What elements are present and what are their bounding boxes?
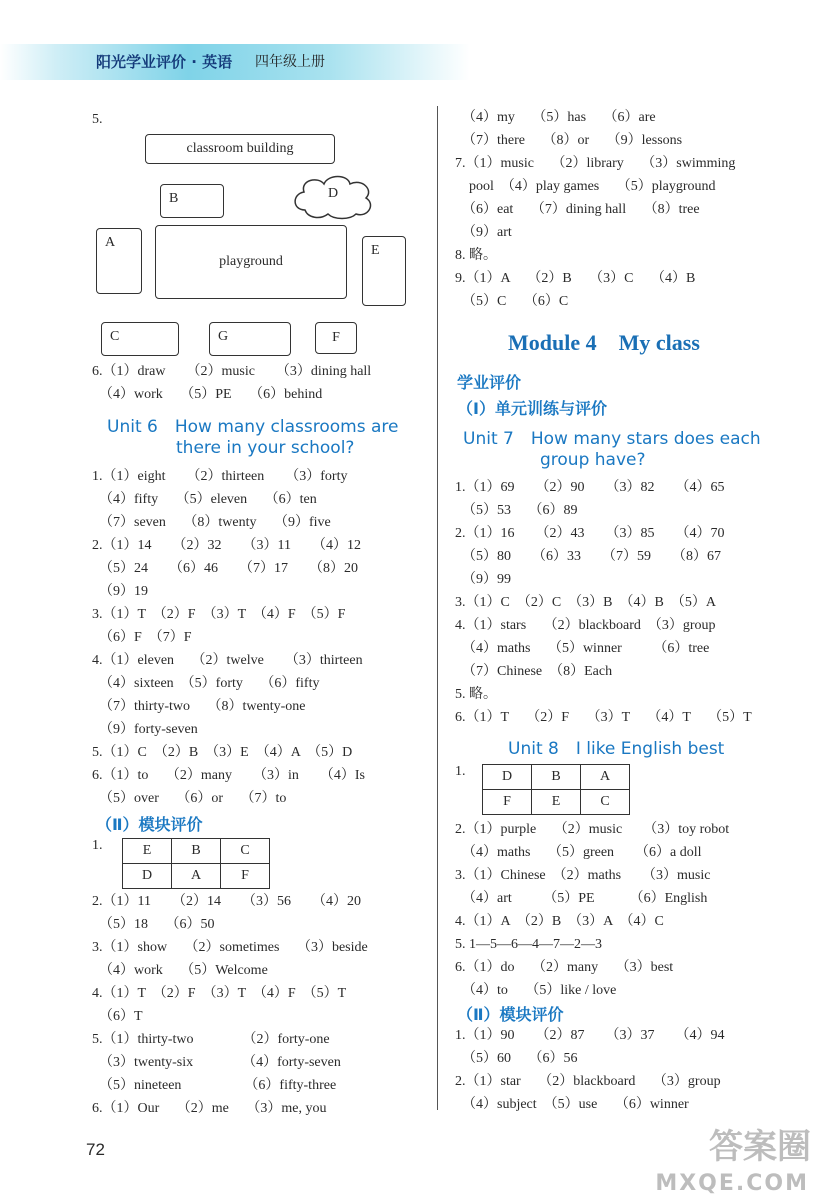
- answer-line: （5）nineteen （6）fifty-three: [92, 1078, 337, 1093]
- unit-eval-heading: （Ⅰ）单元训练与评价: [457, 399, 607, 418]
- table-cell: A: [581, 765, 630, 790]
- watermark-url: MXQE.COM: [655, 1171, 809, 1196]
- unit7-title-line1: Unit 7 How many stars does each: [463, 429, 761, 449]
- answer-line: （7）Chinese （8）Each: [455, 664, 613, 679]
- answer-line: （5）53 （6）89: [455, 503, 578, 518]
- book-title: 阳光学业评价 · 英语: [96, 53, 233, 71]
- answer-line: 6.（1）draw （2）music （3）dining hall: [92, 364, 372, 379]
- table-cell: F: [483, 790, 532, 815]
- answer-line: （4）art （5）PE （6）English: [455, 891, 708, 906]
- unit7-title-line2: group have?: [540, 450, 646, 470]
- answer-line: （9）forty-seven: [92, 722, 198, 737]
- answer-line: （7）there （8）or （9）lessons: [455, 133, 683, 148]
- answer-line: 1.（1）eight （2）thirteen （3）forty: [92, 469, 348, 484]
- answer-line: 2.（1）14 （2）32 （3）11 （4）12: [92, 538, 361, 553]
- header-banner: [0, 44, 470, 80]
- unit8-title: Unit 8 I like English best: [508, 739, 725, 759]
- map-classroom-building: classroom building: [145, 134, 335, 164]
- unit6-title-line2: there in your school?: [176, 438, 355, 458]
- answer-line: 6.（1）T （2）F （3）T （4）T （5）T: [455, 710, 752, 725]
- answer-line: （4）maths （5）winner （6）tree: [455, 641, 710, 656]
- answer-line: 9.（1）A （2）B （3）C （4）B: [455, 271, 696, 286]
- answer-line: 7.（1）music （2）library （3）swimming: [455, 156, 736, 171]
- module4-title: Module 4 My class: [508, 330, 700, 355]
- answer-line: 2.（1）11 （2）14 （3）56 （4）20: [92, 894, 361, 909]
- answer-line: 3.（1）T （2）F （3）T （4）F （5）F: [92, 607, 346, 622]
- answer-line: 6.（1）to （2）many （3）in （4）Is: [92, 768, 365, 783]
- answer-line: 3.（1）show （2）sometimes （3）beside: [92, 940, 368, 955]
- column-divider: [437, 106, 438, 1110]
- answer-line: （5）60 （6）56: [455, 1051, 578, 1066]
- answer-line: （4）work （5）PE （6）behind: [92, 387, 323, 402]
- right-answers-2: [455, 1024, 725, 1116]
- table-right-number: 1.: [455, 764, 466, 779]
- answer-line: （6）F （7）F: [92, 630, 192, 645]
- answer-line: （4）sixteen （5）forty （6）fifty: [92, 676, 320, 691]
- left-answers-2: [92, 890, 368, 1120]
- answer-table-right: [482, 764, 630, 815]
- grade-label: 四年级上册: [255, 54, 325, 70]
- answer-line: （4）my （5）has （6）are: [455, 110, 656, 125]
- answer-line: 4.（1）stars （2）blackboard （3）group: [455, 618, 716, 633]
- answer-line: 8. 略。: [455, 248, 497, 263]
- answer-line: 5.（1）C （2）B （3）E （4）A （5）D: [92, 745, 353, 760]
- module-eval-left: （Ⅱ）模块评价: [96, 815, 203, 834]
- map-d-label: D: [328, 186, 339, 201]
- answer-line: （3）twenty-six （4）forty-seven: [92, 1055, 341, 1070]
- answer-line: （5）over （6）or （7）to: [92, 791, 287, 806]
- answer-line: pool （4）play games （5）playground: [455, 179, 716, 194]
- answer-line: 5.（1）thirty-two （2）forty-one: [92, 1032, 330, 1047]
- map-c: C: [101, 322, 179, 356]
- table-cell: D: [483, 765, 532, 790]
- answer-table-left: [122, 838, 270, 889]
- unit6-title-line1: Unit 6 How many classrooms are: [107, 417, 399, 437]
- table-left-number: 1.: [92, 838, 103, 853]
- answer-line: 3.（1）Chinese （2）maths （3）music: [455, 868, 711, 883]
- xueye-heading: 学业评价: [457, 373, 522, 392]
- answer-line: 4.（1）A （2）B （3）A （4）C: [455, 914, 664, 929]
- answer-line: 6.（1）do （2）many （3）best: [455, 960, 674, 975]
- answer-line: （5）18 （6）50: [92, 917, 215, 932]
- page-number: 72: [86, 1140, 105, 1159]
- table-cell: E: [532, 790, 581, 815]
- table-cell: E: [123, 839, 172, 864]
- answer-line: （9）19: [92, 584, 148, 599]
- answer-line: （5）24 （6）46 （7）17 （8）20: [92, 561, 358, 576]
- table-cell: B: [172, 839, 221, 864]
- answer-line: （7）seven （8）twenty （9）five: [92, 515, 331, 530]
- watermark-logo: 答案圈: [709, 1127, 811, 1167]
- table-cell: A: [172, 864, 221, 889]
- answer-line: 4.（1）T （2）F （3）T （4）F （5）T: [92, 986, 347, 1001]
- answer-line: 5. 1—5—6—4—7—2—3: [455, 937, 602, 952]
- answer-line: （7）thirty-two （8）twenty-one: [92, 699, 306, 714]
- answer-line: （5）80 （6）33 （7）59 （8）67: [455, 549, 721, 564]
- answer-line: （5）C （6）C: [455, 294, 569, 309]
- answer-line: 2.（1）star （2）blackboard （3）group: [455, 1074, 721, 1089]
- map-g: G: [209, 322, 291, 356]
- unit8-answers: [455, 818, 729, 1002]
- right-answers-top: [455, 106, 735, 313]
- answer-line: （4）subject （5）use （6）winner: [455, 1097, 689, 1112]
- table-cell: F: [221, 864, 270, 889]
- module-eval-right: （Ⅱ）模块评价: [457, 1005, 564, 1024]
- answer-line: （4）work （5）Welcome: [92, 963, 268, 978]
- answer-line: （6）eat （7）dining hall （8）tree: [455, 202, 700, 217]
- answer-line: 4.（1）eleven （2）twelve （3）thirteen: [92, 653, 363, 668]
- unit6-answers: [92, 465, 365, 810]
- map-b: B: [160, 184, 224, 218]
- answer-line: （6）T: [92, 1009, 143, 1024]
- answer-line: （4）fifty （5）eleven （6）ten: [92, 492, 317, 507]
- table-cell: D: [123, 864, 172, 889]
- answer-line: （4）maths （5）green （6）a doll: [455, 845, 702, 860]
- map-playground: playground: [155, 225, 347, 299]
- answer-line: 2.（1）purple （2）music （3）toy robot: [455, 822, 730, 837]
- q5-number: 5.: [92, 112, 103, 127]
- map-e: E: [362, 236, 406, 306]
- map-a: A: [96, 228, 142, 294]
- table-cell: C: [221, 839, 270, 864]
- answer-line: 6.（1）Our （2）me （3）me, you: [92, 1101, 327, 1116]
- answer-line: 2.（1）16 （2）43 （3）85 （4）70: [455, 526, 725, 541]
- answer-line: 3.（1）C （2）C （3）B （4）B （5）A: [455, 595, 716, 610]
- unit7-answers: [455, 476, 752, 729]
- answer-line: （9）art: [455, 225, 512, 240]
- left-answers-q6: [92, 360, 371, 406]
- answer-line: 1.（1）90 （2）87 （3）37 （4）94: [455, 1028, 725, 1043]
- answer-line: 5. 略。: [455, 687, 497, 702]
- table-cell: B: [532, 765, 581, 790]
- answer-line: （9）99: [455, 572, 511, 587]
- map-f: F: [315, 322, 357, 354]
- answer-line: 1.（1）69 （2）90 （3）82 （4）65: [455, 480, 725, 495]
- table-cell: C: [581, 790, 630, 815]
- answer-line: （4）to （5）like / love: [455, 983, 617, 998]
